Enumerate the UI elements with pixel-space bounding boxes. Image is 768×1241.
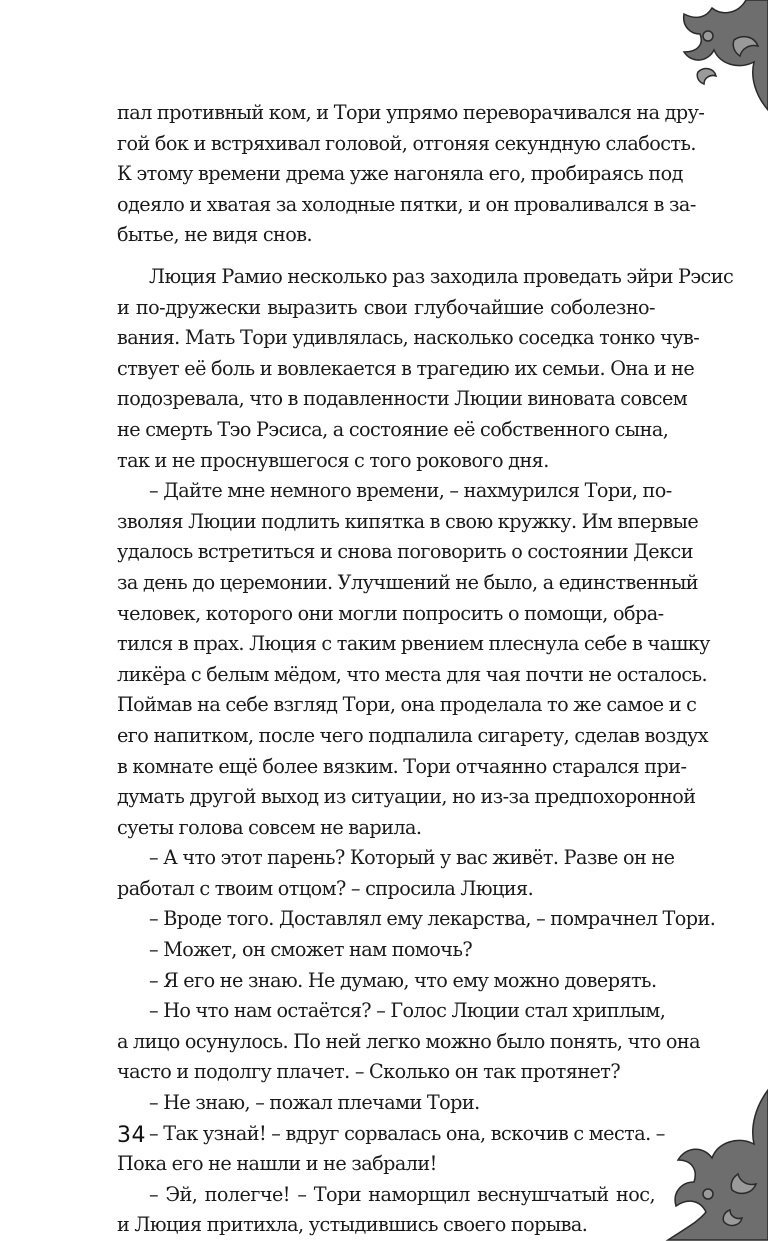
text-line: суеты голова совсем не варила.	[117, 815, 422, 839]
text-line: – Дайте мне немного времени, – нахмурился Тори, по-	[149, 479, 672, 503]
text-line: его напитком, после чего подпалила сигарету, сделав воздух	[117, 723, 708, 747]
text-line: так и не проснувшегося с того рокового дня.	[117, 448, 549, 472]
text-line: Люция Рамио несколько раз заходила проведать эйри Рэсис	[149, 265, 734, 288]
text-line: – Вроде того. Доставлял ему лекарства, – помрачнел Тори.	[149, 907, 716, 931]
text-line: пал противный ком, и Тори упрямо переворачивался на дру-	[117, 101, 705, 124]
main-text	[117, 262, 734, 1241]
text-line: не смерть Тэо Рэсиса, а состояние её собственного сына,	[117, 417, 669, 441]
corner-ornament-bottom-icon	[628, 1090, 768, 1240]
text-line: подозревала, что в подавленности Люции виновата совсем	[117, 387, 688, 411]
text-line: а лицо осунулось. По ней легко можно было понять, что она	[117, 1029, 701, 1053]
text-line: удалось встретиться и снова поговорить о состоянии Декси	[117, 540, 693, 564]
text-line: Поймав на себе взгляд Тори, она проделала то же самое и с	[117, 693, 697, 717]
text-line: зволяя Люции подлить кипятка в свою кружку. Им впервые	[117, 509, 699, 533]
text-line: – Не знаю, – пожал плечами Тори.	[149, 1091, 480, 1115]
text-line: бытье, не видя снов.	[117, 223, 313, 247]
corner-ornament-top-icon	[638, 0, 768, 110]
page-number: 34	[117, 1123, 146, 1148]
text-line: работал с твоим отцом? – спросила Люция.	[117, 876, 534, 900]
text-line: тился в прах. Люция с таким рвением плеснула себе в чашку	[117, 632, 710, 656]
text-line: за день до церемонии. Улучшений не было, а единственный	[117, 570, 699, 594]
text-line: и Люция притихла, устыдившись своего порыва.	[117, 1213, 588, 1237]
text-line: ликёра с белым мёдом, что места для чая почти не осталось.	[117, 662, 708, 686]
text-line: К этому времени дрема уже нагоняла его, пробираясь под	[117, 162, 683, 186]
text-line: и по-дружески выразить свои глубочайшие соболезно-	[117, 295, 655, 319]
text-line: – Может, он сможет нам помочь?	[149, 938, 473, 962]
text-line: – Я его не знаю. Не думаю, что ему можно доверять.	[149, 968, 657, 992]
text-line: гой бок и встряхивал головой, отгоняя секундную слабость.	[117, 131, 696, 155]
paragraph-top	[117, 98, 705, 251]
text-line: человек, которого они могли попросить о помощи, обра-	[117, 601, 664, 625]
text-line: Пока его не нашли и не забрали!	[117, 1152, 437, 1176]
text-line: одеяло и хватая за холодные пятки, и он проваливался в за-	[117, 192, 696, 216]
text-line: – Так узнай! – вдруг сорвалась она, вскочив с места. –	[149, 1121, 665, 1145]
text-line: – А что этот парень? Который у вас живёт. Разве он не	[149, 846, 675, 870]
text-line: часто и подолгу плачет. – Сколько он так протянет?	[117, 1060, 621, 1084]
text-line: думать другой выход из ситуации, но из-за предпохоронной	[117, 785, 696, 809]
text-line: – Но что нам остаётся? – Голос Люции стал хриплым,	[149, 999, 666, 1023]
text-line: в комнате ещё более вязким. Тори отчаянно старался при-	[117, 754, 687, 778]
text-line: ствует её боль и вовлекается в трагедию их семьи. Она и не	[117, 356, 695, 380]
text-line: вания. Мать Тори удивлялась, насколько соседка тонко чув-	[117, 326, 700, 350]
text-line: – Эй, полегче! – Тори наморщил веснушчатый нос,	[149, 1182, 655, 1206]
